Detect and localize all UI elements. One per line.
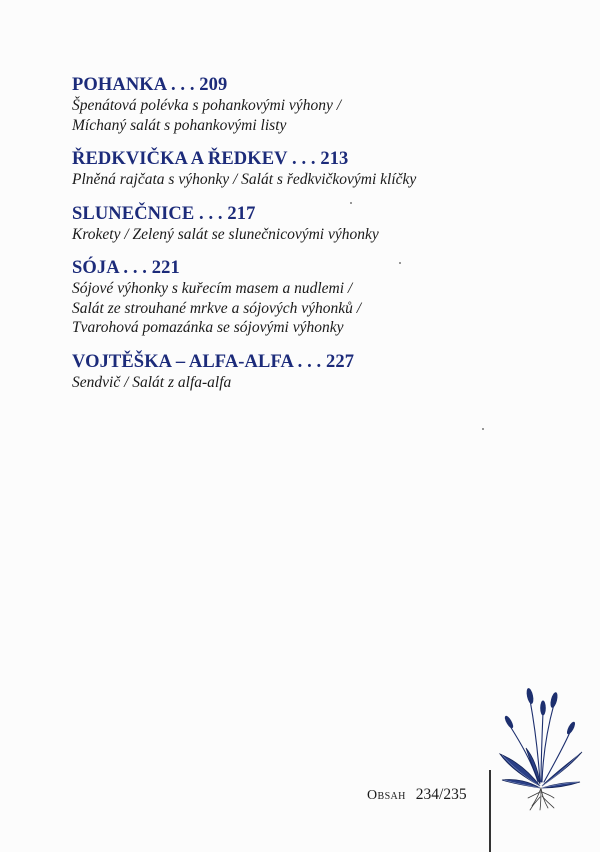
- page-footer: [367, 786, 467, 804]
- page-numbers: 234/235: [415, 786, 467, 803]
- scan-speck: [350, 202, 352, 204]
- plantain-plant-icon: [496, 682, 586, 812]
- toc-entry-title: ŘEDKVIČKA A ŘEDKEV . . . 213: [72, 149, 349, 169]
- footer-section-name: Obsah: [367, 788, 406, 803]
- toc-recipe-line: Plněná rajčata s výhonky / Salát s ředkvičkovými klíčky: [72, 171, 417, 188]
- footer-divider: [489, 770, 491, 852]
- toc-entry-recipes: [72, 279, 532, 338]
- toc-recipe-line: Sendvič / Salát z alfa-alfa: [72, 373, 232, 391]
- toc-entry-recipes: [72, 373, 532, 393]
- toc-recipe-line: Špenátová polévka s pohankovými výhony /: [72, 97, 342, 114]
- toc-entry-recipes: [72, 170, 532, 190]
- toc-entry-pohanka: [72, 74, 532, 135]
- toc-entry-slunecnice: [72, 203, 532, 245]
- toc-entry-redkvicka: [72, 148, 532, 190]
- scan-speck: [399, 262, 401, 264]
- toc-entry-recipes: [72, 96, 532, 135]
- toc-recipe-line: Tvarohová pomazánka se sójovými výhonky: [72, 319, 344, 336]
- toc-recipe-line: Sójové výhonky s kuřecím masem a nudlemi /: [72, 280, 353, 297]
- toc-recipe-line: Salát ze strouhané mrkve a sójových výhonků /: [72, 299, 362, 317]
- toc-entry-title: SLUNEČNICE . . . 217: [72, 203, 256, 224]
- toc-entry-title: SÓJA . . . 221: [72, 258, 180, 278]
- toc-recipe-line: Míchaný salát s pohankovými listy: [72, 116, 287, 134]
- toc-entry-title: POHANKA . . . 209: [72, 75, 228, 95]
- toc-entry-title: VOJTĚŠKA – ALFA-ALFA . . . 227: [72, 351, 355, 372]
- scan-speck: [482, 428, 484, 430]
- toc-entry-soja: [72, 257, 532, 338]
- toc-recipe-line: Krokety / Zelený salát se slunečnicovými výhonky: [72, 225, 379, 243]
- toc-entry-recipes: [72, 225, 532, 245]
- table-of-contents: [72, 74, 532, 405]
- toc-entry-vojteska: [72, 351, 532, 393]
